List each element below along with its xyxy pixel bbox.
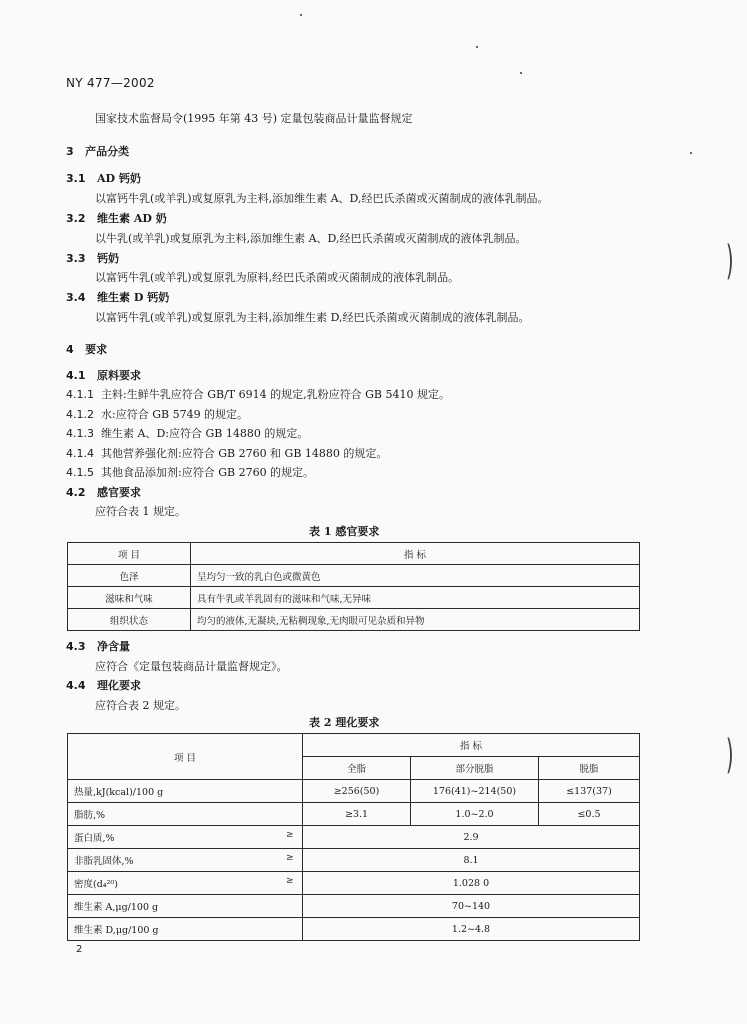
table2-cell-merged: 70~140 [303,895,640,918]
section-4-2-body: 应符合表 1 规定。 [95,505,186,518]
table2-cell-merged: 1.028 0 [303,872,640,895]
section-4-1-1: 4.1.1 主料:生鲜牛乳应符合 GB/T 6914 的规定,乳粉应符合 GB 5410 规定。 [66,388,450,401]
table-row [68,872,640,895]
table1-cell: 色泽 [68,565,191,587]
table2-cell: 1.0~2.0 [411,803,539,826]
table-row [68,849,640,872]
table2-subheader: 全脂 [303,757,411,780]
scan-bracket-mark: ) [725,732,734,778]
section-4-1-4: 4.1.4 其他营养强化剂:应符合 GB 2760 和 GB 14880 的规定。 [66,447,388,460]
section-3-1-heading: 3.1 AD 钙奶 [66,172,141,185]
page-number: 2 [76,944,83,955]
scan-speck [520,72,522,74]
table-row [68,780,640,803]
section-4-1-5: 4.1.5 其他食品添加剂:应符合 GB 2760 的规定。 [66,466,315,479]
table1-cell: 均匀的液体,无凝块,无粘稠现象,无肉眼可见杂质和异物 [191,609,640,631]
section-4-3-body: 应符合《定量包装商品计量监督规定》。 [95,660,288,673]
table-row [68,918,640,941]
ge-symbol: ≥ [286,853,294,863]
section-3-2-heading: 3.2 维生素 AD 奶 [66,212,167,225]
table-sensory [67,542,640,631]
table-row [68,895,640,918]
section-4-3-heading: 4.3 净含量 [66,640,130,653]
section-3-4-heading: 3.4 维生素 D 钙奶 [66,291,170,304]
scan-speck [300,14,302,16]
table1-header-index: 指 标 [191,543,640,565]
ge-symbol: ≥ [286,830,294,840]
section-3-3-body: 以富钙牛乳(或羊乳)或复原乳为原料,经巴氏杀菌或灭菌制成的液体乳制品。 [95,271,460,284]
table2-item: 蛋白质,% ≥ [68,826,303,849]
scan-speck [690,152,692,154]
intro-line: 国家技术监督局令(1995 年第 43 号) 定量包装商品计量监督规定 [95,112,413,125]
table1-cell: 组织状态 [68,609,191,631]
section-3-4-body: 以富钙牛乳(或羊乳)或复原乳为主料,添加维生素 D,经巴氏杀菌或灭菌制成的液体乳制品。 [95,311,530,324]
table2-header-index: 指 标 [303,734,640,757]
scan-bracket-mark: ) [725,238,734,284]
table1-cell: 呈均匀一致的乳白色或微黄色 [191,565,640,587]
table2-cell: 176(41)~214(50) [411,780,539,803]
table1-cell: 具有牛乳或羊乳固有的滋味和气味,无异味 [191,587,640,609]
table1-header-item: 项 目 [68,543,191,565]
table1-cell: 滋味和气味 [68,587,191,609]
table2-header-item: 项 目 [68,734,303,780]
table-row [68,734,640,757]
table-row [68,565,640,587]
section-4-heading: 4 要求 [66,343,108,356]
table2-cell-merged: 2.9 [303,826,640,849]
table2-cell: ≥3.1 [303,803,411,826]
table2-caption: 表 2 理化要求 [309,716,380,729]
table2-cell: ≥256(50) [303,780,411,803]
table1-caption: 表 1 感官要求 [309,525,380,538]
scan-speck [476,46,478,48]
table2-item: 热量,kJ(kcal)/100 g [68,780,303,803]
table-row [68,609,640,631]
section-4-1-3: 4.1.3 维生素 A、D:应符合 GB 14880 的规定。 [66,427,309,440]
section-4-4-body: 应符合表 2 规定。 [95,699,186,712]
section-4-4-heading: 4.4 理化要求 [66,679,141,692]
table-physicochemical [67,733,640,941]
table2-item: 密度(d₄²⁰) ≥ [68,872,303,895]
table2-subheader: 脱脂 [539,757,640,780]
section-3-2-body: 以牛乳(或羊乳)或复原乳为主料,添加维生素 A、D,经巴氏杀菌或灭菌制成的液体乳制品。 [95,232,527,245]
section-4-1-heading: 4.1 原料要求 [66,369,141,382]
table2-cell-merged: 8.1 [303,849,640,872]
table2-subheader: 部分脱脂 [411,757,539,780]
table-row [68,803,640,826]
table-row [68,826,640,849]
document-id: NY 477—2002 [66,76,155,90]
table-row [68,587,640,609]
table-row [68,543,640,565]
table2-cell: ≤137(37) [539,780,640,803]
section-3-1-body: 以富钙牛乳(或羊乳)或复原乳为主料,添加维生素 A、D,经巴氏杀菌或灭菌制成的液体乳制品。 [95,192,549,205]
table2-item: 非脂乳固体,% ≥ [68,849,303,872]
section-3-heading: 3 产品分类 [66,145,130,158]
ge-symbol: ≥ [286,876,294,886]
section-3-3-heading: 3.3 钙奶 [66,252,119,265]
table2-item: 维生素 D,μg/100 g [68,918,303,941]
section-4-1-2: 4.1.2 水:应符合 GB 5749 的规定。 [66,408,249,421]
table2-cell-merged: 1.2~4.8 [303,918,640,941]
table2-item: 维生素 A,μg/100 g [68,895,303,918]
table2-cell: ≤0.5 [539,803,640,826]
table2-item: 脂肪,% [68,803,303,826]
section-4-2-heading: 4.2 感官要求 [66,486,141,499]
